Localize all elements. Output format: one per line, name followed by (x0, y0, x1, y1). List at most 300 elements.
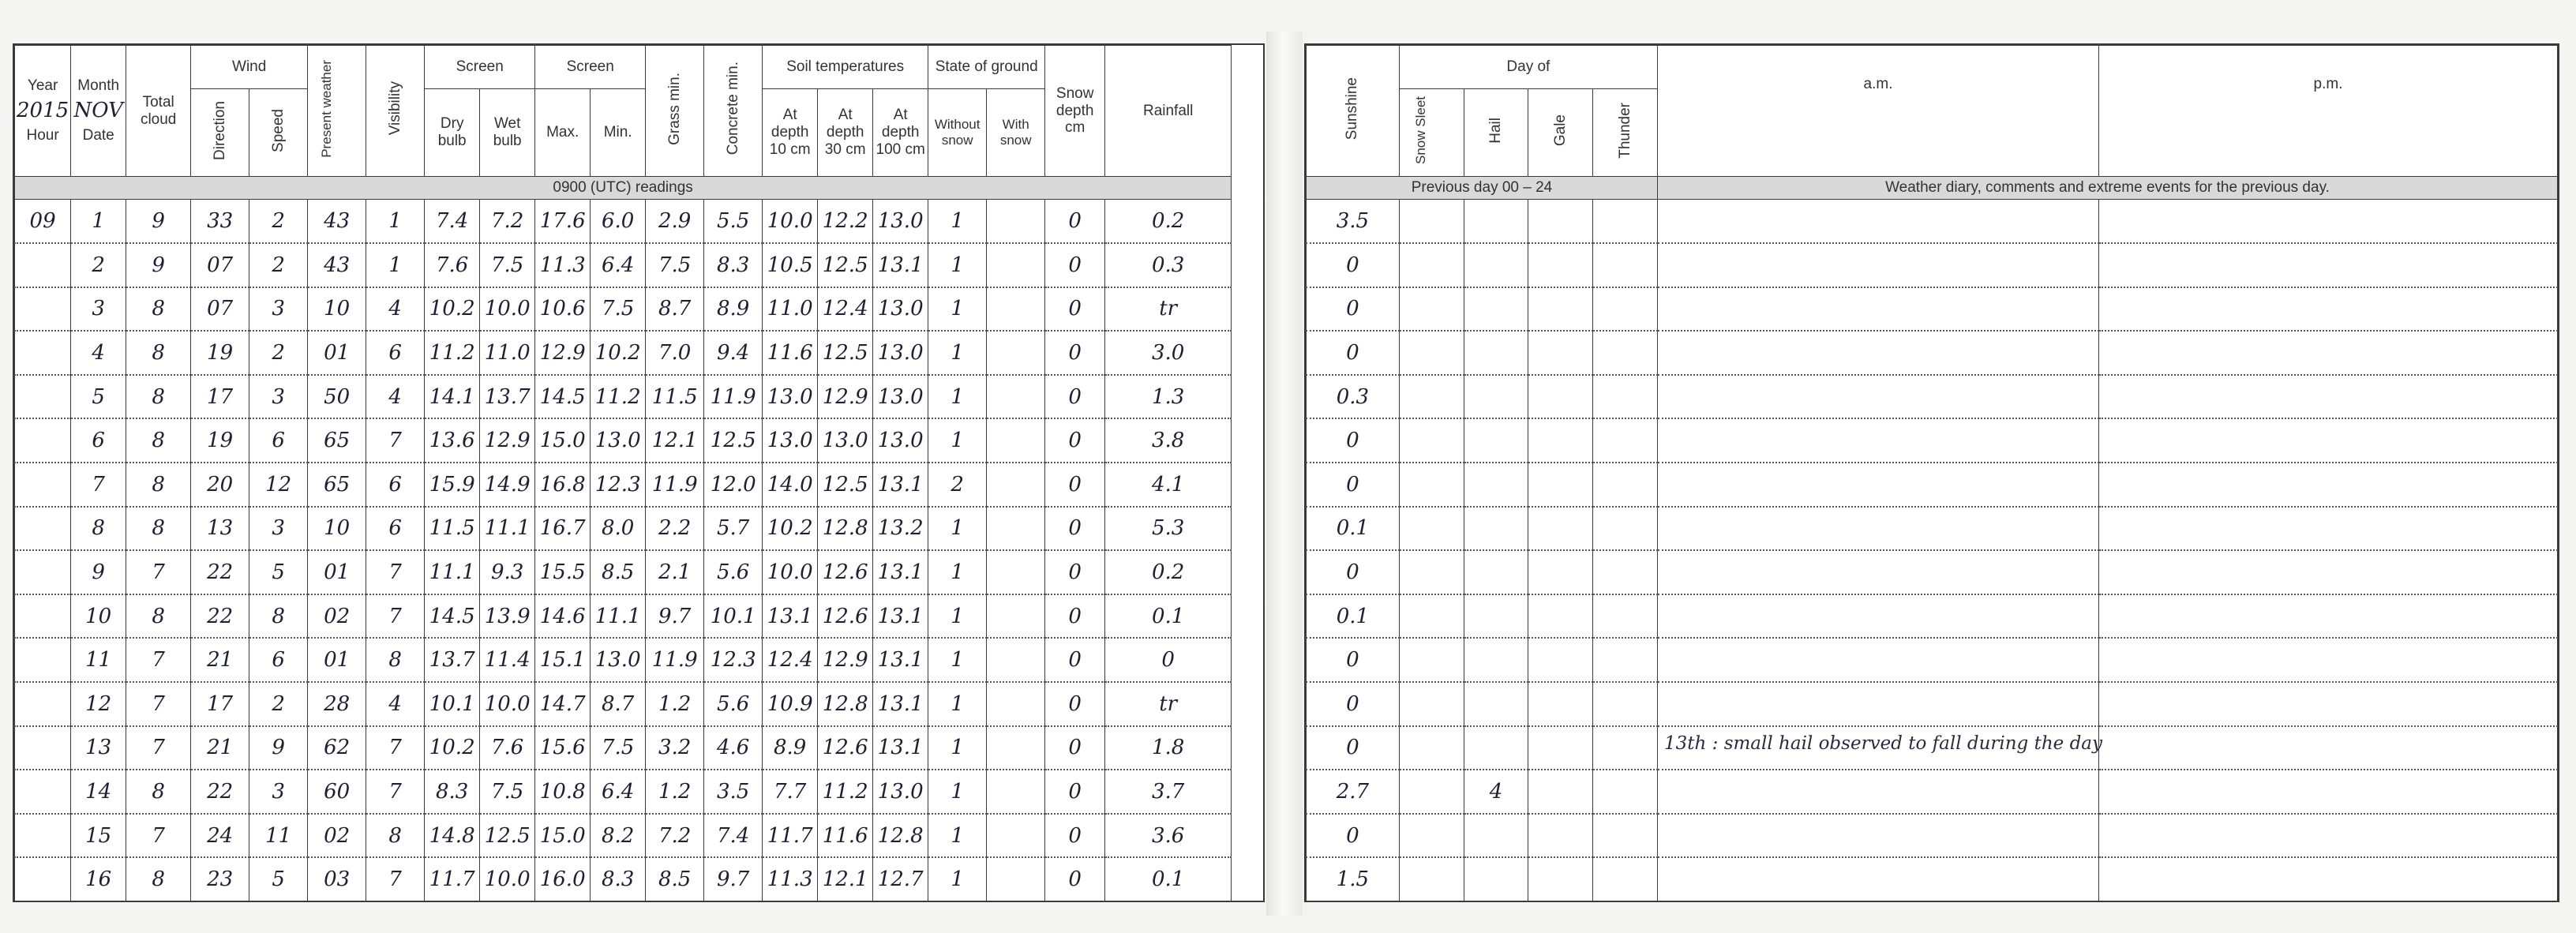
screen-min-cell: 6.0 (591, 200, 646, 244)
soil-100cm-cell: 13.0 (873, 418, 928, 463)
soil-10cm-cell: 11.7 (763, 814, 818, 858)
soil-100cm-cell: 12.7 (873, 857, 928, 901)
total-cloud-cell: 8 (126, 331, 191, 375)
ground-without-snow-cell: 1 (928, 287, 987, 332)
wind-direction-cell: 24 (191, 814, 249, 858)
soil-30cm-cell: 12.5 (818, 243, 873, 287)
rainfall-cell: 3.8 (1105, 418, 1232, 463)
wet-bulb-cell: 11.1 (480, 507, 535, 551)
concrete-min-cell: 10.1 (704, 594, 763, 639)
present-weather-cell: 02 (308, 594, 366, 639)
gale-cell (1528, 200, 1593, 244)
observation-row (15, 463, 1232, 507)
observation-row (15, 638, 1232, 682)
ground-with-snow-cell (987, 857, 1045, 901)
concrete-min-cell: 3.5 (704, 770, 763, 814)
hail-cell (1464, 200, 1528, 244)
visibility-cell: 4 (366, 682, 425, 726)
concrete-min-cell: 5.6 (704, 682, 763, 726)
dry-bulb-header: Dry bulb (425, 89, 480, 177)
soil-30cm-cell: 12.5 (818, 463, 873, 507)
visibility-cell: 7 (366, 770, 425, 814)
gale-cell (1528, 857, 1593, 901)
thunder-header: Thunder (1593, 89, 1658, 177)
grass-min-cell: 12.1 (646, 418, 704, 463)
screen-min-cell: 8.3 (591, 857, 646, 901)
visibility-cell: 8 (366, 638, 425, 682)
snow-depth-cell: 0 (1045, 726, 1105, 770)
observation-row (15, 507, 1232, 551)
observation-row (15, 594, 1232, 639)
rainfall-cell: 4.1 (1105, 463, 1232, 507)
wind-direction-cell: 19 (191, 331, 249, 375)
diary-row (1307, 507, 2558, 551)
hour-label: Hour (26, 126, 59, 144)
snow-depth-cell: 0 (1045, 463, 1105, 507)
thunder-cell (1593, 507, 1658, 551)
grass-min-cell: 2.1 (646, 550, 704, 594)
soil-100cm-cell: 13.1 (873, 726, 928, 770)
dry-bulb-cell: 11.5 (425, 507, 480, 551)
soil-10cm-cell: 11.3 (763, 857, 818, 901)
ground-with-snow-cell (987, 331, 1045, 375)
visibility-cell: 6 (366, 507, 425, 551)
snow-sleet-cell (1399, 463, 1464, 507)
screen-max-cell: 11.3 (535, 243, 591, 287)
observation-row (15, 243, 1232, 287)
snow-depth-cell: 0 (1045, 550, 1105, 594)
diary-row (1307, 726, 2558, 770)
wind-direction-cell: 22 (191, 770, 249, 814)
hour-cell (15, 726, 71, 770)
hail-cell (1464, 243, 1528, 287)
wet-bulb-cell: 7.5 (480, 243, 535, 287)
hour-cell (15, 243, 71, 287)
diary-am-cell (1658, 331, 2099, 375)
snow-depth-cell: 0 (1045, 770, 1105, 814)
screen-min-cell: 11.1 (591, 594, 646, 639)
dry-bulb-cell: 15.9 (425, 463, 480, 507)
screen-max-cell: 10.6 (535, 287, 591, 332)
hail-cell (1464, 638, 1528, 682)
diary-row (1307, 200, 2558, 244)
depth-100-header: At depth 100 cm (873, 89, 928, 177)
snow-depth-cell: 0 (1045, 200, 1105, 244)
wind-speed-cell: 3 (249, 507, 308, 551)
soil-100cm-cell: 13.0 (873, 770, 928, 814)
dry-bulb-cell: 14.1 (425, 375, 480, 419)
hail-cell (1464, 550, 1528, 594)
diary-am-cell (1658, 857, 2099, 901)
visibility-cell: 1 (366, 200, 425, 244)
soil-10cm-cell: 11.6 (763, 331, 818, 375)
diary-bar: Weather diary, comments and extreme events for the previous day. (1658, 177, 2558, 200)
observation-row (15, 418, 1232, 463)
soil-10cm-cell: 8.9 (763, 726, 818, 770)
wind-speed-cell: 6 (249, 638, 308, 682)
ground-without-snow-cell: 1 (928, 243, 987, 287)
wet-bulb-cell: 9.3 (480, 550, 535, 594)
sunshine-cell: 2.7 (1307, 770, 1400, 814)
dry-bulb-cell: 8.3 (425, 770, 480, 814)
year-value: 2015 (17, 99, 69, 123)
diary-row (1307, 770, 2558, 814)
concrete-min-cell: 8.3 (704, 243, 763, 287)
screen-header-b: Screen (535, 46, 646, 89)
rainfall-cell: 0.1 (1105, 594, 1232, 639)
concrete-min-cell: 5.7 (704, 507, 763, 551)
total-cloud-cell: 8 (126, 770, 191, 814)
snow-depth-header: Snow depth cm (1045, 46, 1105, 177)
snow-depth-cell: 0 (1045, 682, 1105, 726)
snow-sleet-cell (1399, 243, 1464, 287)
snow-depth-cell: 0 (1045, 814, 1105, 858)
diary-pm-cell (2098, 418, 2557, 463)
observation-row (15, 550, 1232, 594)
snow-depth-cell: 0 (1045, 331, 1105, 375)
thunder-cell (1593, 375, 1658, 419)
present-weather-cell: 43 (308, 243, 366, 287)
soil-30cm-cell: 12.6 (818, 550, 873, 594)
diary-pm-cell (2098, 857, 2557, 901)
grass-min-cell: 11.9 (646, 463, 704, 507)
gale-cell (1528, 287, 1593, 332)
thunder-cell (1593, 463, 1658, 507)
diary-am-cell (1658, 375, 2099, 419)
soil-10cm-cell: 13.1 (763, 594, 818, 639)
book-gutter (1266, 32, 1303, 916)
screen-max-cell: 10.8 (535, 770, 591, 814)
depth-10-header: At depth 10 cm (763, 89, 818, 177)
soil-30cm-cell: 13.0 (818, 418, 873, 463)
screen-max-cell: 16.0 (535, 857, 591, 901)
total-cloud-cell: 8 (126, 463, 191, 507)
date-cell: 8 (71, 507, 126, 551)
wind-speed-cell: 12 (249, 463, 308, 507)
gale-cell (1528, 463, 1593, 507)
rainfall-cell: tr (1105, 682, 1232, 726)
wind-direction-cell: 22 (191, 594, 249, 639)
wet-bulb-cell: 7.5 (480, 770, 535, 814)
diary-am-cell (1658, 200, 2099, 244)
hail-cell (1464, 375, 1528, 419)
sunshine-cell: 0 (1307, 418, 1400, 463)
ground-without-snow-cell: 1 (928, 682, 987, 726)
rainfall-cell: 3.6 (1105, 814, 1232, 858)
gale-cell (1528, 243, 1593, 287)
previous-day-bar: Previous day 00 – 24 (1307, 177, 1658, 200)
thunder-cell (1593, 594, 1658, 639)
present-weather-cell: 01 (308, 550, 366, 594)
wet-bulb-cell: 12.5 (480, 814, 535, 858)
hour-cell (15, 331, 71, 375)
diary-am-cell (1658, 682, 2099, 726)
visibility-cell: 4 (366, 375, 425, 419)
diary-pm-cell (2098, 726, 2557, 770)
dry-bulb-cell: 13.6 (425, 418, 480, 463)
wind-direction-cell: 13 (191, 507, 249, 551)
right-page (1304, 43, 2559, 902)
soil-100cm-cell: 13.1 (873, 638, 928, 682)
screen-min-cell: 8.7 (591, 682, 646, 726)
screen-header-a: Screen (425, 46, 535, 89)
total-cloud-cell: 8 (126, 857, 191, 901)
hail-cell (1464, 726, 1528, 770)
date-cell: 10 (71, 594, 126, 639)
soil-30cm-cell: 12.9 (818, 638, 873, 682)
rainfall-cell: 0 (1105, 638, 1232, 682)
sunshine-cell: 0.3 (1307, 375, 1400, 419)
sunshine-cell: 3.5 (1307, 200, 1400, 244)
diary-table (1306, 45, 2558, 902)
wind-speed-cell: 2 (249, 331, 308, 375)
dry-bulb-cell: 11.7 (425, 857, 480, 901)
dry-bulb-cell: 7.4 (425, 200, 480, 244)
observations-table (14, 45, 1232, 902)
soil-30cm-cell: 12.5 (818, 331, 873, 375)
ground-without-snow-cell: 1 (928, 770, 987, 814)
visibility-cell: 6 (366, 463, 425, 507)
snow-sleet-cell (1399, 550, 1464, 594)
diary-row (1307, 814, 2558, 858)
soil-10cm-cell: 10.5 (763, 243, 818, 287)
grass-min-cell: 11.5 (646, 375, 704, 419)
diary-row (1307, 594, 2558, 639)
observation-row (15, 331, 1232, 375)
wet-bulb-cell: 7.2 (480, 200, 535, 244)
wind-direction-cell: 33 (191, 200, 249, 244)
without-snow-header: Without snow (928, 89, 987, 177)
diary-row (1307, 243, 2558, 287)
hour-cell (15, 682, 71, 726)
snow-depth-cell: 0 (1045, 375, 1105, 419)
grass-min-cell: 3.2 (646, 726, 704, 770)
readings-bar: 0900 (UTC) readings (15, 177, 1232, 200)
total-cloud-cell: 8 (126, 375, 191, 419)
diary-pm-cell (2098, 682, 2557, 726)
hail-cell (1464, 682, 1528, 726)
grass-min-cell: 11.9 (646, 638, 704, 682)
soil-30cm-cell: 12.1 (818, 857, 873, 901)
ground-with-snow-cell (987, 200, 1045, 244)
soil-30cm-cell: 12.8 (818, 507, 873, 551)
thunder-cell (1593, 857, 1658, 901)
diary-am-cell (1658, 638, 2099, 682)
wet-bulb-cell: 11.0 (480, 331, 535, 375)
soil-30cm-cell: 12.8 (818, 682, 873, 726)
screen-max-cell: 17.6 (535, 200, 591, 244)
pm-header: p.m. (2098, 46, 2557, 177)
soil-30cm-cell: 12.6 (818, 594, 873, 639)
thunder-cell (1593, 418, 1658, 463)
diary-pm-cell (2098, 375, 2557, 419)
present-weather-cell: 60 (308, 770, 366, 814)
wind-speed-cell: 3 (249, 375, 308, 419)
soil-100cm-cell: 13.2 (873, 507, 928, 551)
soil-100cm-cell: 13.1 (873, 463, 928, 507)
screen-max-cell: 16.8 (535, 463, 591, 507)
rainfall-cell: 3.0 (1105, 331, 1232, 375)
date-cell: 7 (71, 463, 126, 507)
thunder-cell (1593, 770, 1658, 814)
sunshine-cell: 0 (1307, 331, 1400, 375)
visibility-cell: 7 (366, 857, 425, 901)
wet-bulb-cell: 14.9 (480, 463, 535, 507)
wind-speed-cell: 2 (249, 200, 308, 244)
screen-min-cell: 10.2 (591, 331, 646, 375)
wet-bulb-header: Wet bulb (480, 89, 535, 177)
snow-sleet-cell (1399, 814, 1464, 858)
date-cell: 13 (71, 726, 126, 770)
diary-am-cell (1658, 463, 2099, 507)
with-snow-header: With snow (987, 89, 1045, 177)
ground-with-snow-cell (987, 463, 1045, 507)
sunshine-cell: 1.5 (1307, 857, 1400, 901)
observation-row (15, 287, 1232, 332)
observation-row (15, 682, 1232, 726)
thunder-cell (1593, 682, 1658, 726)
thunder-cell (1593, 243, 1658, 287)
diary-pm-cell (2098, 200, 2557, 244)
present-weather-cell: 50 (308, 375, 366, 419)
diary-pm-cell (2098, 331, 2557, 375)
grass-min-cell: 8.7 (646, 287, 704, 332)
concrete-min-cell: 12.0 (704, 463, 763, 507)
screen-min-cell: 13.0 (591, 638, 646, 682)
snow-sleet-cell (1399, 726, 1464, 770)
screen-max-cell: 15.1 (535, 638, 591, 682)
total-cloud-cell: 8 (126, 418, 191, 463)
soil-10cm-cell: 10.0 (763, 550, 818, 594)
soil-10cm-cell: 12.4 (763, 638, 818, 682)
concrete-min-cell: 12.3 (704, 638, 763, 682)
present-weather-cell: 03 (308, 857, 366, 901)
soil-100cm-cell: 13.0 (873, 200, 928, 244)
screen-min-cell: 13.0 (591, 418, 646, 463)
gale-cell (1528, 375, 1593, 419)
hour-cell (15, 463, 71, 507)
soil-10cm-cell: 11.0 (763, 287, 818, 332)
rainfall-cell: 3.7 (1105, 770, 1232, 814)
thunder-cell (1593, 287, 1658, 332)
hour-cell (15, 418, 71, 463)
gale-cell (1528, 682, 1593, 726)
max-header: Max. (535, 89, 591, 177)
total-cloud-cell: 9 (126, 243, 191, 287)
hail-cell (1464, 287, 1528, 332)
snow-sleet-cell (1399, 857, 1464, 901)
direction-header: Direction (191, 89, 249, 177)
ground-without-snow-cell: 1 (928, 375, 987, 419)
dry-bulb-cell: 7.6 (425, 243, 480, 287)
rainfall-cell: 5.3 (1105, 507, 1232, 551)
grass-min-cell: 7.5 (646, 243, 704, 287)
wind-direction-cell: 17 (191, 375, 249, 419)
hour-cell (15, 594, 71, 639)
date-cell: 3 (71, 287, 126, 332)
diary-note: 13th : small hail observed to fall during the day (1664, 733, 2102, 754)
snow-sleet-cell (1399, 594, 1464, 639)
ground-with-snow-cell (987, 726, 1045, 770)
snow-sleet-cell (1399, 770, 1464, 814)
dry-bulb-cell: 11.2 (425, 331, 480, 375)
wet-bulb-cell: 13.7 (480, 375, 535, 419)
ground-without-snow-cell: 1 (928, 594, 987, 639)
hail-cell (1464, 814, 1528, 858)
diary-pm-cell (2098, 770, 2557, 814)
visibility-cell: 1 (366, 243, 425, 287)
screen-max-cell: 14.5 (535, 375, 591, 419)
sunshine-cell: 0 (1307, 726, 1400, 770)
snow-sleet-cell (1399, 638, 1464, 682)
observation-row (15, 726, 1232, 770)
concrete-min-header: Concrete min. (704, 46, 763, 177)
diary-row (1307, 638, 2558, 682)
ground-without-snow-cell: 1 (928, 418, 987, 463)
date-cell: 11 (71, 638, 126, 682)
screen-min-cell: 7.5 (591, 726, 646, 770)
soil-100cm-cell: 13.1 (873, 550, 928, 594)
snow-sleet-cell (1399, 682, 1464, 726)
wind-speed-cell: 3 (249, 770, 308, 814)
hail-cell (1464, 331, 1528, 375)
concrete-min-cell: 12.5 (704, 418, 763, 463)
hail-cell: 4 (1464, 770, 1528, 814)
screen-min-cell: 6.4 (591, 770, 646, 814)
sunshine-cell: 0 (1307, 550, 1400, 594)
visibility-cell: 4 (366, 287, 425, 332)
left-page (13, 43, 1265, 902)
dry-bulb-cell: 10.2 (425, 726, 480, 770)
screen-min-cell: 8.2 (591, 814, 646, 858)
wind-speed-cell: 11 (249, 814, 308, 858)
wind-direction-cell: 19 (191, 418, 249, 463)
grass-min-cell: 7.0 (646, 331, 704, 375)
sunshine-cell: 0 (1307, 287, 1400, 332)
wind-direction-cell: 21 (191, 726, 249, 770)
diary-am-cell (1658, 726, 2102, 770)
ground-without-snow-cell: 1 (928, 726, 987, 770)
rainfall-cell: 0.2 (1105, 550, 1232, 594)
rainfall-cell: 0.2 (1105, 200, 1232, 244)
soil-10cm-cell: 10.2 (763, 507, 818, 551)
screen-min-cell: 8.0 (591, 507, 646, 551)
gale-cell (1528, 418, 1593, 463)
total-cloud-cell: 7 (126, 726, 191, 770)
soil-10cm-cell: 13.0 (763, 375, 818, 419)
ground-without-snow-cell: 1 (928, 638, 987, 682)
month-date-header (71, 46, 126, 177)
wind-speed-cell: 2 (249, 682, 308, 726)
concrete-min-cell: 11.9 (704, 375, 763, 419)
date-cell: 4 (71, 331, 126, 375)
ground-with-snow-cell (987, 594, 1045, 639)
ground-with-snow-cell (987, 287, 1045, 332)
wind-direction-cell: 23 (191, 857, 249, 901)
wet-bulb-cell: 12.9 (480, 418, 535, 463)
soil-100cm-cell: 13.0 (873, 375, 928, 419)
rainfall-cell: 1.3 (1105, 375, 1232, 419)
wind-speed-cell: 6 (249, 418, 308, 463)
rainfall-header: Rainfall (1105, 46, 1232, 177)
total-cloud-cell: 8 (126, 287, 191, 332)
dry-bulb-cell: 13.7 (425, 638, 480, 682)
gale-cell (1528, 770, 1593, 814)
soil-10cm-cell: 10.9 (763, 682, 818, 726)
date-cell: 15 (71, 814, 126, 858)
ground-without-snow-cell: 1 (928, 550, 987, 594)
wind-direction-cell: 21 (191, 638, 249, 682)
